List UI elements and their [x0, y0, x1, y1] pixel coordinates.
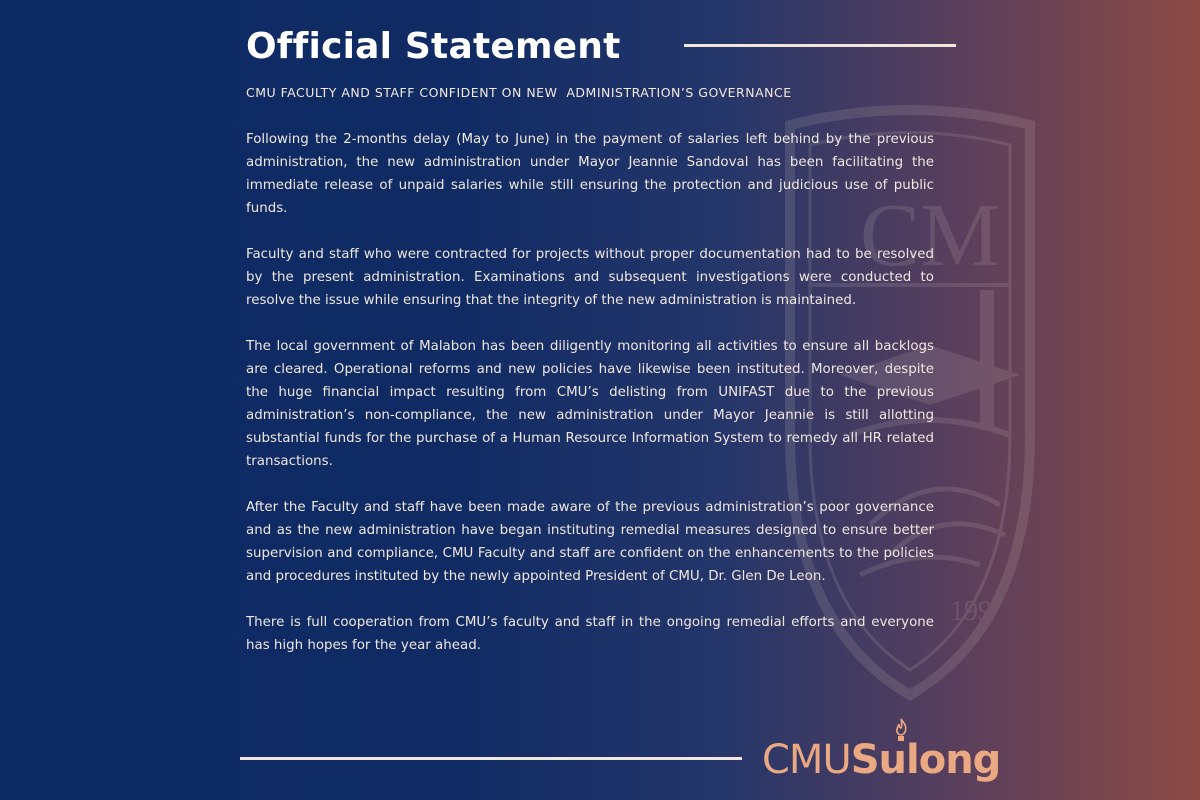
footer-divider — [240, 757, 742, 760]
crest-letters: CM — [860, 186, 1001, 285]
statement-paragraph-4: After the Faculty and staff have been made aware of the previous administration’s poor governance and as the new administration have began instituting remedial measures designed to ensure better supervision and compliance, CMU Faculty and staff are confident on the enhancements to the policies and procedures instituted by the newly appointed President of CMU, Dr. Glen De Leon. — [246, 500, 934, 584]
page-title: Official Statement — [246, 26, 621, 67]
logo-wordmark — [762, 736, 1000, 784]
statement-paragraph-1: Following the 2-months delay (May to June) in the payment of salaries left behind by the previous administration, the new administration under Mayor Jeannie Sandoval has been facilitating the immediate release of unpaid salaries while still ensuring the protection and judicious use of public funds. — [246, 132, 934, 216]
cmu-sulong-logo — [762, 718, 1001, 788]
statement-paragraph-2: Faculty and staff who were contracted for projects without proper documentation had to be resolved by the present administration. Examinations and subsequent investigations were conducted to resolve the issue while ensuring that the integrity of the new administration is maintained. — [246, 247, 934, 308]
title-divider — [684, 44, 956, 47]
statement-paragraph-3: The local government of Malabon has been diligently monitoring all activities to ensure all backlogs are cleared. Operational reforms and new policies have likewise been instituted. Moreover, despite the huge financial impact resulting from CMU’s delisting from UNIFAST due to the previous administration’s non-compliance, the new administration under Mayor Jeannie is still allotting substantial funds for the purchase of a Human Resource Information System to remedy all HR related transactions. — [246, 339, 934, 469]
statement-headline: CMU FACULTY AND STAFF CONFIDENT ON NEW ADMINISTRATION’S GOVERNANCE — [246, 85, 792, 100]
statement-body — [246, 128, 934, 680]
crest-year: 199 — [950, 596, 992, 627]
statement-paragraph-5: There is full cooperation from CMU’s faculty and staff in the ongoing remedial efforts and everyone has high hopes for the year ahead. — [246, 615, 934, 653]
logo-text-cmu: CMU — [762, 737, 851, 783]
logo-text-sulong: Sulong — [850, 737, 1001, 783]
